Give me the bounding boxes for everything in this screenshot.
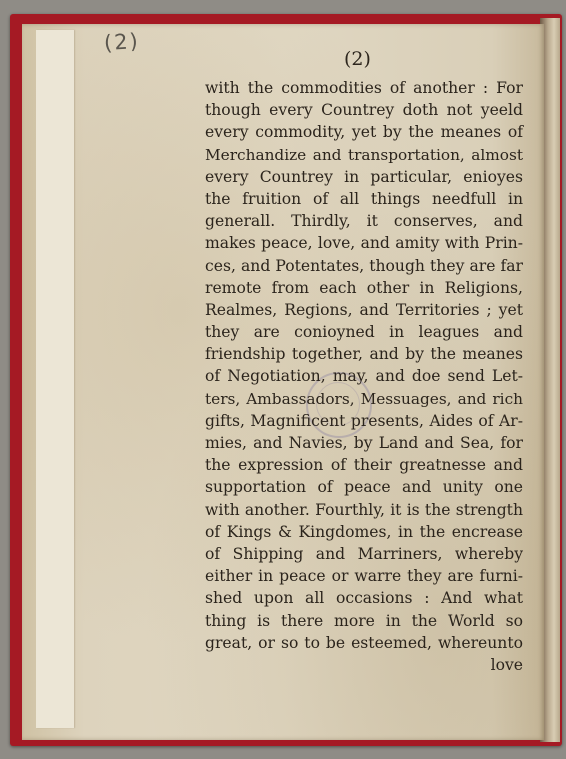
text-line: supportation of peace and unity one	[205, 478, 523, 497]
text-line: the fruition of all things needfull in	[205, 189, 523, 208]
pencil-page-note: (2)	[103, 28, 141, 56]
text-line: with the commodities of another : For	[205, 79, 523, 97]
text-line: of Shipping and Marriners, whereby	[205, 544, 523, 563]
text-line: gifts, Magnificent presents, Aides of Ar-	[205, 411, 523, 430]
text-line: Merchandize and transportation, almost	[205, 145, 523, 164]
text-line: ces, and Potentates, though they are far	[205, 256, 523, 275]
text-line: every Countrey in particular, enioyes	[205, 167, 523, 186]
page-number: (2)	[344, 48, 371, 70]
paper-hinge	[36, 30, 74, 728]
text-line: of Negotiation, may, and doe send Let-	[205, 367, 523, 386]
text-line: generall. Thirdly, it conserves, and	[205, 212, 523, 231]
text-line: thing is there more in the World so	[205, 611, 523, 630]
text-line: makes peace, love, and amity with Prin-	[205, 234, 523, 253]
text-line: they are conioyned in leagues and	[205, 323, 523, 342]
text-line: great, or so to be esteemed, whereunto	[205, 633, 523, 652]
text-line: friendship together, and by the meanes	[205, 345, 523, 364]
text-line: every commodity, yet by the meanes of	[205, 123, 523, 142]
body-text	[205, 77, 523, 676]
text-line: the expression of their greatnesse and	[205, 456, 523, 475]
catchword: love	[490, 655, 523, 674]
text-line: ters, Ambassadors, Messuages, and rich	[205, 389, 523, 408]
text-line: either in peace or warre they are furni-	[205, 567, 523, 586]
text-line: shed upon all occasions : And what	[205, 589, 523, 608]
text-line: mies, and Navies, by Land and Sea, for	[205, 434, 523, 452]
text-line: though every Countrey doth not yeeld	[205, 101, 523, 120]
text-line: Realmes, Regions, and Territories ; yet	[205, 300, 523, 319]
text-line: with another. Fourthly, it is the strength	[205, 500, 523, 519]
text-line: remote from each other in Religions,	[205, 278, 523, 297]
text-line: of Kings & Kingdomes, in the encrease	[205, 522, 523, 541]
